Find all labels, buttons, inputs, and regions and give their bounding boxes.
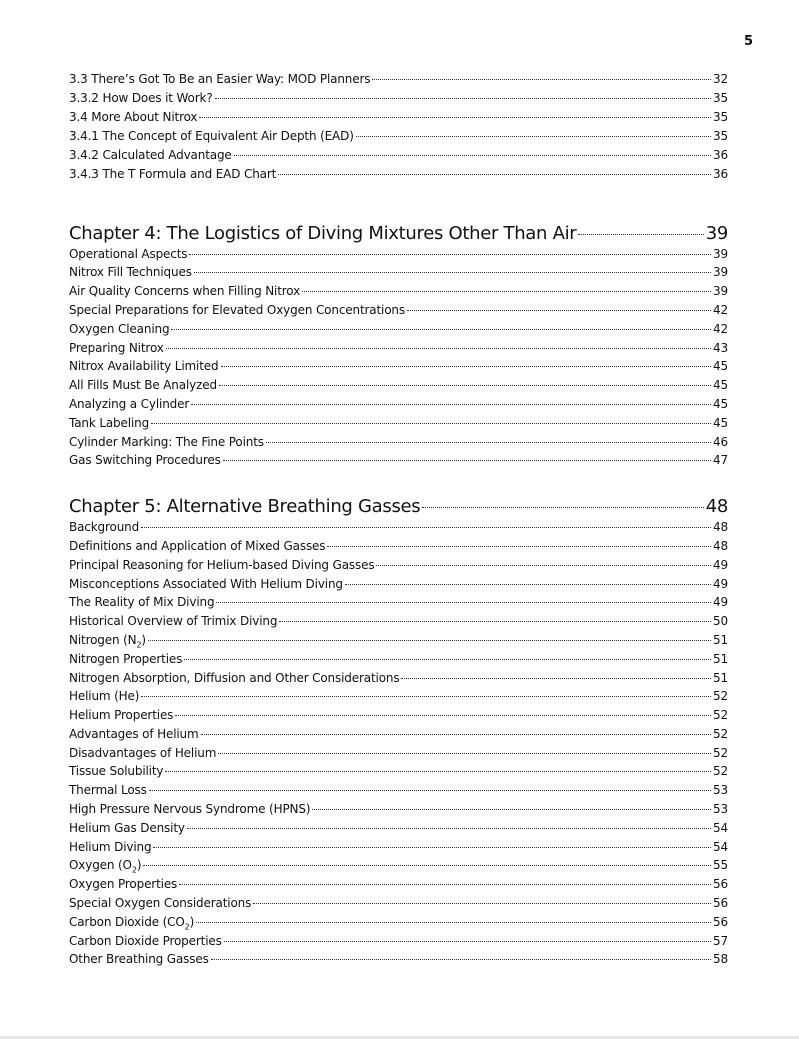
dot-leader	[279, 621, 711, 622]
dot-leader	[578, 234, 703, 235]
toc-entry[interactable]	[69, 896, 728, 915]
toc-entry-title-text: Analyzing a Cylinder	[69, 396, 190, 411]
toc-entry-page-number: 58	[713, 952, 728, 967]
toc-entry-title	[69, 378, 217, 392]
toc-entry-title	[69, 915, 194, 931]
dot-leader	[179, 884, 711, 885]
dot-leader	[278, 174, 711, 175]
toc-entry-page-number: 35	[713, 110, 728, 125]
toc-entry[interactable]	[69, 840, 728, 859]
dot-leader	[253, 903, 711, 904]
dot-leader	[302, 291, 711, 292]
toc-entry-page-number: 55	[713, 858, 728, 873]
toc-entry-page-number: 39	[713, 246, 728, 261]
toc-entry[interactable]	[69, 802, 728, 821]
toc-entry-title	[69, 322, 169, 336]
dot-leader	[143, 865, 711, 866]
toc-entry-page-number: 52	[713, 708, 728, 723]
toc-entry-title	[69, 129, 354, 143]
toc-entry-title	[69, 840, 151, 854]
toc-entry-title-text: Advantages of Helium	[69, 726, 199, 741]
toc-entry-title	[69, 416, 149, 430]
toc-entry-page-number: 32	[713, 72, 728, 86]
dot-leader	[327, 546, 711, 547]
toc-entry-title-text: 3.4.2 Calculated Advantage	[69, 148, 232, 163]
toc-entry[interactable]	[69, 167, 728, 186]
toc-entry-title	[69, 708, 173, 722]
toc-entry-page-number: 57	[713, 933, 728, 948]
toc-entry-title	[69, 877, 177, 891]
toc-entry[interactable]	[69, 821, 728, 840]
toc-entry[interactable]	[69, 110, 728, 129]
toc-entry-title-suffix: )	[141, 632, 146, 647]
toc-entry-title-text: Oxygen Properties	[69, 877, 178, 892]
subscript: 2	[184, 922, 190, 932]
toc-entry-page-number: 56	[713, 914, 728, 929]
toc-entry[interactable]	[69, 952, 728, 971]
toc-entry-title-text: 3.3.2 How Does it Work?	[69, 91, 213, 106]
toc-entry-title-text: Nitrox Availability Limited	[69, 359, 219, 374]
toc-entry-page-number: 52	[713, 764, 728, 779]
toc-entry-title	[69, 72, 370, 86]
dot-leader	[218, 753, 711, 754]
toc-entry[interactable]	[69, 614, 728, 633]
toc-entry[interactable]	[69, 558, 728, 577]
toc-entry[interactable]	[69, 858, 728, 877]
toc-entry-page-number: 56	[713, 896, 728, 911]
toc-entry[interactable]	[69, 303, 728, 322]
dot-leader	[234, 155, 711, 156]
toc-entry-page-number: 36	[713, 167, 728, 182]
toc-entry-title	[69, 265, 192, 279]
toc-entry-title-text: Oxygen (O	[69, 858, 132, 873]
toc-entry-page-number: 45	[713, 415, 728, 430]
toc-entry-page-number: 48	[713, 520, 728, 535]
toc-entry-title-text: Nitrogen Properties	[69, 651, 183, 666]
toc-entry-title	[69, 284, 300, 298]
toc-entry-title	[69, 858, 141, 874]
toc-entry-title	[69, 783, 147, 797]
dot-leader	[372, 79, 711, 80]
toc-entry-title	[69, 671, 399, 685]
dot-leader	[345, 584, 711, 585]
toc-entry[interactable]	[69, 595, 728, 614]
toc-entry-title-text: 3.3 There’s Got To Be an Easier Way: MOD Planners	[69, 72, 371, 86]
toc-entry-page-number: 45	[713, 359, 728, 374]
toc-entry-title-text: Special Oxygen Considerations	[69, 896, 252, 911]
toc-entry[interactable]	[69, 577, 728, 596]
dot-leader	[224, 941, 711, 942]
toc-entry-title	[69, 453, 221, 467]
toc-entry-page-number: 51	[713, 670, 728, 685]
dot-leader	[141, 696, 711, 697]
toc-entry-title-text: Tank Labeling	[69, 415, 150, 430]
dot-leader	[187, 828, 711, 829]
toc-entry-title-text: Misconceptions Associated With Helium Diving	[69, 576, 343, 591]
toc-entry-title-text: Definitions and Application of Mixed Gasses	[69, 538, 326, 553]
toc-entry-title-text: Special Preparations for Elevated Oxygen Concentrations	[69, 302, 405, 317]
toc-entry-title-text: All Fills Must Be Analyzed	[69, 378, 217, 393]
toc-entry-title-suffix: )	[136, 858, 142, 873]
toc-entry-page-number: 56	[713, 877, 728, 892]
toc-entry-page-number: 46	[713, 434, 728, 449]
dot-leader	[151, 423, 711, 424]
toc-entry-title	[69, 746, 216, 760]
dot-leader	[401, 678, 711, 679]
dot-leader	[196, 922, 711, 923]
chapter-page-number: 48	[705, 496, 728, 518]
dot-leader	[194, 272, 711, 273]
toc-entry-page-number: 35	[713, 129, 728, 144]
toc-entry[interactable]	[69, 72, 728, 91]
toc-entry-title	[69, 520, 139, 534]
toc-entry-title-text: 3.4.3 The T Formula and EAD Chart	[69, 167, 277, 182]
toc-entry[interactable]	[69, 247, 728, 266]
toc-entry[interactable]	[69, 539, 728, 558]
toc-entry[interactable]	[69, 341, 728, 360]
chapter-4-heading[interactable]	[69, 223, 728, 247]
toc-entry[interactable]	[69, 378, 728, 397]
toc-entry-title-text: Principal Reasoning for Helium-based Diving Gasses	[69, 557, 375, 572]
toc-entry-title-text: Nitrogen Absorption, Diffusion and Other Considerations	[69, 670, 400, 685]
toc-entry-title-text: Cylinder Marking: The Fine Points	[69, 434, 264, 449]
toc-entry-title	[69, 110, 197, 124]
toc-entry-title	[69, 435, 264, 449]
toc-entry[interactable]	[69, 129, 728, 148]
toc-entry-page-number: 49	[713, 576, 728, 591]
toc-entry[interactable]	[69, 148, 728, 167]
toc-entry-title	[69, 652, 182, 666]
chapter-title: Chapter 4: The Logistics of Diving Mixtures Other Than Air	[69, 222, 577, 244]
toc-entry[interactable]	[69, 633, 728, 652]
toc-entry-title	[69, 727, 199, 741]
toc-entry[interactable]	[69, 783, 728, 802]
toc-entry-title-text: Helium (He)	[69, 689, 140, 704]
dot-leader	[376, 565, 711, 566]
toc-entry[interactable]	[69, 689, 728, 708]
toc-entry-title	[69, 577, 343, 591]
dot-leader	[153, 847, 711, 848]
toc-entry-page-number: 53	[713, 802, 728, 817]
toc-entry-title-text: Nitrox Fill Techniques	[69, 265, 192, 280]
toc-entry[interactable]	[69, 453, 728, 472]
toc-entry-title-text: Operational Aspects	[69, 246, 188, 261]
dot-leader	[422, 507, 703, 508]
toc-entry[interactable]	[69, 746, 728, 765]
toc-entry-page-number: 54	[713, 839, 728, 854]
toc-entry-title	[69, 397, 189, 411]
toc-entry-title	[69, 934, 222, 948]
toc-entry-title-text: Historical Overview of Trimix Diving	[69, 614, 278, 629]
toc-entry[interactable]	[69, 652, 728, 671]
toc-entry-title-text: Background	[69, 520, 140, 535]
toc-entry[interactable]	[69, 397, 728, 416]
toc-entry-title-text: Nitrogen (N	[69, 632, 137, 647]
toc-entry[interactable]	[69, 265, 728, 284]
dot-leader	[184, 659, 711, 660]
toc-entry-page-number: 39	[713, 265, 728, 280]
toc-entry-title-text: Helium Properties	[69, 708, 174, 723]
toc-entry-title-suffix: )	[189, 914, 195, 929]
dot-leader	[199, 117, 711, 118]
toc-entry-title-text: Other Breathing Gasses	[69, 952, 209, 967]
toc-entry-page-number: 47	[713, 453, 728, 468]
dot-leader	[221, 366, 712, 367]
toc-entry-title-text: Preparing Nitrox	[69, 340, 164, 355]
toc-entry-title	[69, 802, 310, 816]
toc-entry-page-number: 39	[713, 284, 728, 299]
toc-entry-title	[69, 558, 374, 572]
toc-entry-title-text: High Pressure Nervous Syndrome (HPNS)	[69, 802, 311, 817]
intro-section	[69, 72, 728, 187]
toc-entry-title	[69, 539, 325, 553]
dot-leader	[141, 527, 711, 528]
toc-entry-page-number: 52	[713, 689, 728, 704]
toc-entry[interactable]	[69, 934, 728, 953]
toc-entry-title-text: Carbon Dioxide Properties	[69, 933, 222, 948]
toc-entry-page-number: 48	[713, 538, 728, 553]
dot-leader	[166, 348, 711, 349]
toc-entry-title	[69, 764, 163, 778]
toc-entry-page-number: 49	[713, 557, 728, 572]
toc-entry-page-number: 36	[713, 148, 728, 163]
toc-entry-title	[69, 247, 187, 261]
toc-entry-page-number: 49	[713, 595, 728, 610]
toc-entry-page-number: 54	[713, 820, 728, 835]
toc-entry-page-number: 45	[713, 396, 728, 411]
dot-leader	[149, 790, 711, 791]
toc-entry-title-text: Carbon Dioxide (CO	[69, 914, 185, 929]
toc-entry-page-number: 35	[713, 91, 728, 106]
dot-leader	[266, 442, 711, 443]
dot-leader	[148, 640, 711, 641]
toc-entry[interactable]	[69, 764, 728, 783]
dot-leader	[211, 959, 711, 960]
toc-entry-title-text: The Reality of Mix Diving	[69, 595, 215, 610]
spacer	[69, 472, 728, 496]
toc-entry-title-text: Helium Diving	[69, 839, 152, 854]
chapter-4-entries	[69, 247, 728, 473]
toc-entry-title	[69, 167, 276, 181]
toc-entry-title-text: Oxygen Cleaning	[69, 321, 170, 336]
toc-entry-title-text: Air Quality Concerns when Filling Nitrox	[69, 284, 301, 299]
dot-leader	[216, 602, 711, 603]
dot-leader	[201, 734, 711, 735]
dot-leader	[189, 254, 711, 255]
chapter-5-heading[interactable]	[69, 496, 728, 520]
spacer	[69, 187, 728, 223]
chapter-page-number: 39	[705, 222, 728, 244]
dot-leader	[191, 404, 711, 405]
toc-entry-title	[69, 359, 219, 373]
chapter-title: Chapter 5: Alternative Breathing Gasses	[69, 496, 421, 518]
subscript: 2	[131, 865, 137, 875]
toc-entry-page-number: 51	[713, 632, 728, 647]
dot-leader	[171, 329, 711, 330]
toc-entry-page-number: 52	[713, 745, 728, 760]
toc-entry-page-number: 51	[713, 651, 728, 666]
toc-entry-title-text: Thermal Loss	[69, 783, 147, 798]
toc-entry[interactable]	[69, 435, 728, 454]
toc-entry-title	[69, 91, 213, 105]
toc-entry[interactable]	[69, 520, 728, 539]
toc-entry-title	[69, 689, 139, 703]
toc-entry[interactable]	[69, 284, 728, 303]
toc-entry-title-text: Helium Gas Density	[69, 820, 185, 835]
toc-entry-title-text: 3.4 More About Nitrox	[69, 110, 198, 125]
dot-leader	[165, 771, 711, 772]
toc-entry-page-number: 42	[713, 302, 728, 317]
dot-leader	[312, 809, 711, 810]
toc-entry-page-number: 52	[713, 726, 728, 741]
subscript: 2	[136, 640, 142, 650]
chapter-5-entries	[69, 520, 728, 971]
toc-entry[interactable]	[69, 727, 728, 746]
table-of-contents	[69, 72, 728, 971]
toc-entry-page-number: 53	[713, 783, 728, 798]
dot-leader	[223, 460, 711, 461]
dot-leader	[219, 385, 711, 386]
toc-entry-title-text: 3.4.1 The Concept of Equivalent Air Depth (EAD)	[69, 129, 354, 144]
toc-entry-title	[69, 341, 164, 355]
toc-entry-title	[69, 303, 405, 317]
toc-entry[interactable]	[69, 915, 728, 934]
toc-entry-page-number: 50	[713, 614, 728, 629]
page-number: 5	[743, 34, 753, 49]
toc-entry-title-text: Disadvantages of Helium	[69, 745, 217, 760]
toc-entry-title	[69, 633, 146, 649]
toc-entry-page-number: 43	[713, 340, 728, 355]
toc-entry-title-text: Gas Switching Procedures	[69, 453, 221, 468]
toc-entry[interactable]	[69, 671, 728, 690]
toc-entry-title	[69, 614, 277, 628]
dot-leader	[407, 310, 711, 311]
toc-entry-title	[69, 896, 251, 910]
toc-entry[interactable]	[69, 322, 728, 341]
toc-entry-page-number: 42	[713, 321, 728, 336]
toc-entry-title-text: Tissue Solubility	[69, 764, 164, 779]
toc-entry-title	[69, 952, 209, 966]
toc-entry[interactable]	[69, 416, 728, 435]
toc-entry[interactable]	[69, 359, 728, 378]
toc-entry-title	[69, 148, 232, 162]
toc-entry[interactable]	[69, 708, 728, 727]
toc-entry[interactable]	[69, 91, 728, 110]
dot-leader	[175, 715, 711, 716]
toc-entry-page-number: 45	[713, 378, 728, 393]
toc-entry-title	[69, 595, 214, 609]
toc-entry[interactable]	[69, 877, 728, 896]
toc-entry-title	[69, 821, 185, 835]
dot-leader	[215, 98, 711, 99]
dot-leader	[356, 136, 711, 137]
